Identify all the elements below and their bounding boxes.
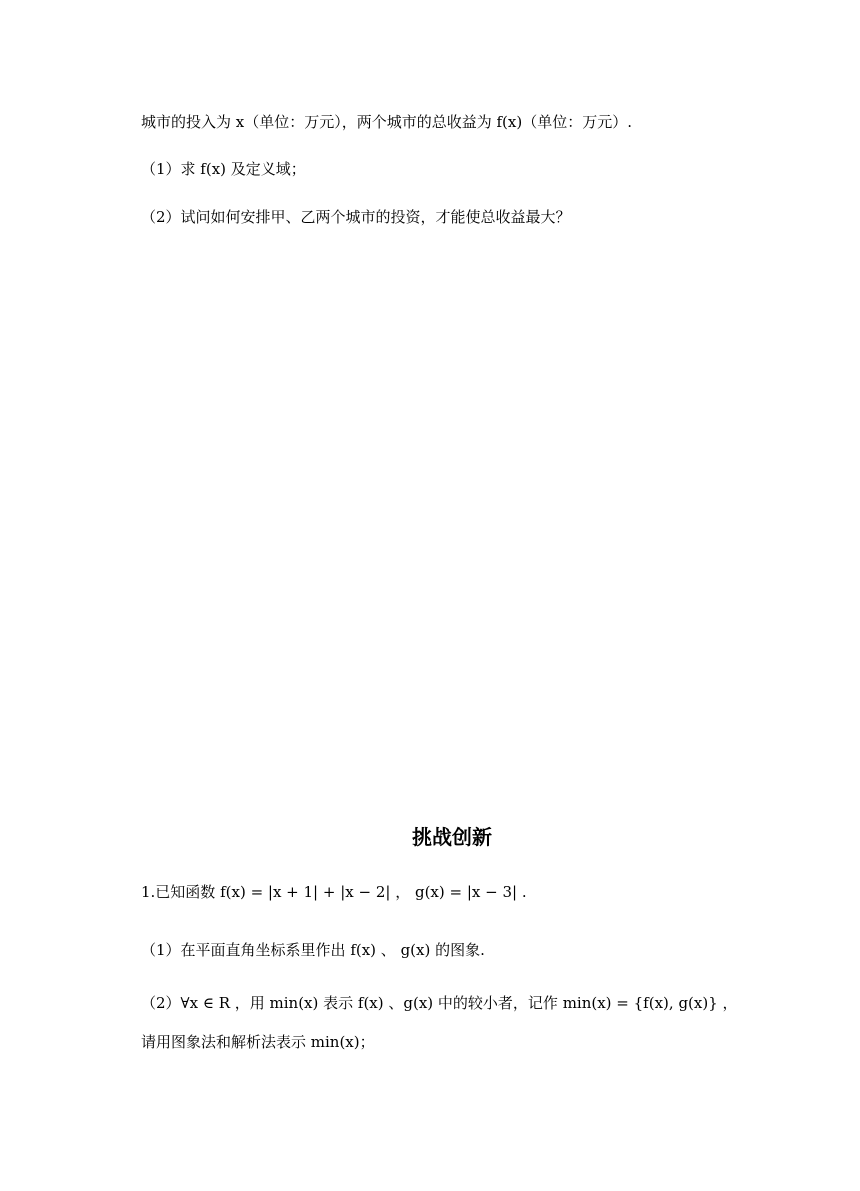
paragraph-city-investment: 城市的投入为 x（单位：万元），两个城市的总收益为 f(x)（单位：万元）.	[141, 113, 632, 131]
problem-1-question-2-line-2: 请用图象法和解析法表示 min(x)；	[141, 1033, 375, 1051]
problem-1-question-1: （1）在平面直角坐标系里作出 f(x) 、 g(x) 的图象.	[141, 941, 485, 959]
question-1-domain: （1）求 f(x) 及定义域；	[141, 160, 306, 178]
problem-1-statement: 1.已知函数 f(x) = |x + 1| + |x − 2| ， g(x) = |x − 3| .	[141, 883, 527, 901]
problem-1-question-2-line-1: （2）∀x ∈ R ，用 min(x) 表示 f(x) 、g(x) 中的较小者，记作 min(x) = {f(x), g(x)} ，	[141, 994, 738, 1012]
section-title-challenge: 挑战创新	[412, 825, 492, 849]
question-2-max-revenue: （2）试问如何安排甲、乙两个城市的投资，才能使总收益最大？	[141, 208, 571, 226]
